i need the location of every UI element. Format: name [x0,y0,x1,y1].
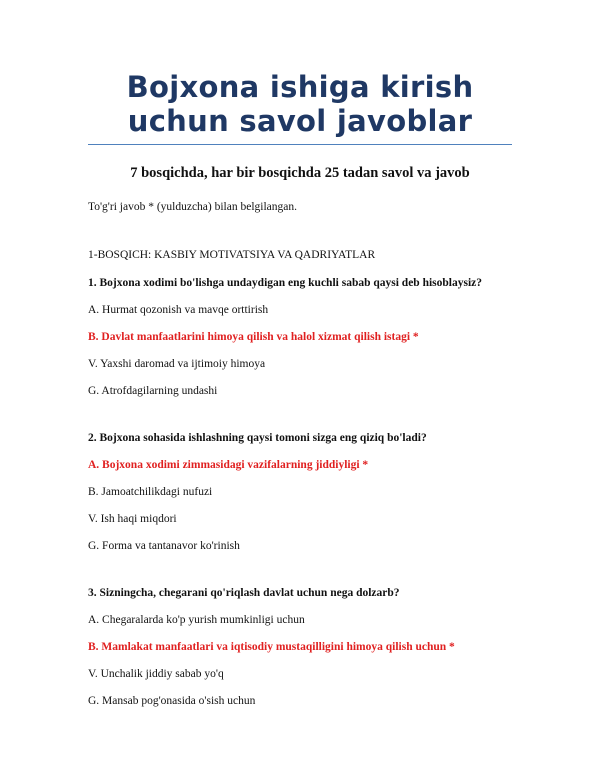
question-text: 1. Bojxona xodimi bo'lishga undaydigan eng kuchli sabab qaysi deb hisoblaysiz? [88,277,483,289]
question-block [88,586,512,708]
question-text: 3. Sizningcha, chegarani qo'riqlash davlat uchun nega dolzarb? [88,587,400,599]
question-text: 2. Bojxona sohasida ishlashning qaysi tomoni sizga eng qiziq bo'ladi? [88,432,427,444]
answer-option: B. Jamoatchilikdagi nufuzi [88,486,213,498]
answer-option: V. Unchalik jiddiy sabab yo'q [88,668,224,680]
question-block [88,276,512,398]
answer-option: G. Atrofdagilarning undashi [88,385,218,397]
title-divider [88,144,512,145]
answer-option: A. Chegaralarda ko'p yurish mumkinligi uchun [88,614,305,626]
answer-option: A. Hurmat qozonish va mavqe orttirish [88,304,269,316]
page-title: Bojxona ishiga kirish uchun savol javoblar [126,70,474,138]
answer-option: V. Yaxshi daromad va ijtimoiy himoya [88,358,266,370]
question-block [88,431,512,553]
answer-option-correct: B. Davlat manfaatlarini himoya qilish va halol xizmat qilish istagi * [88,331,419,343]
answer-option-correct: B. Mamlakat manfaatlari va iqtisodiy mustaqilligini himoya qilish uchun * [88,641,455,653]
answer-option: V. Ish haqi miqdori [88,513,177,525]
page-subtitle: 7 bosqichda, har bir bosqichda 25 tadan savol va javob [130,165,470,181]
answer-option: G. Mansab pog'onasida o'sish uchun [88,695,256,707]
answer-option: G. Forma va tantanavor ko'rinish [88,540,240,552]
answer-key-note: To'g'ri javob * (yulduzcha) bilan belgilangan. [88,201,297,213]
stage-heading: 1-BOSQICH: KASBIY MOTIVATSIYA VA QADRIYATLAR [88,249,376,261]
answer-option-correct: A. Bojxona xodimi zimmasidagi vazifalarning jiddiyligi * [88,459,369,471]
